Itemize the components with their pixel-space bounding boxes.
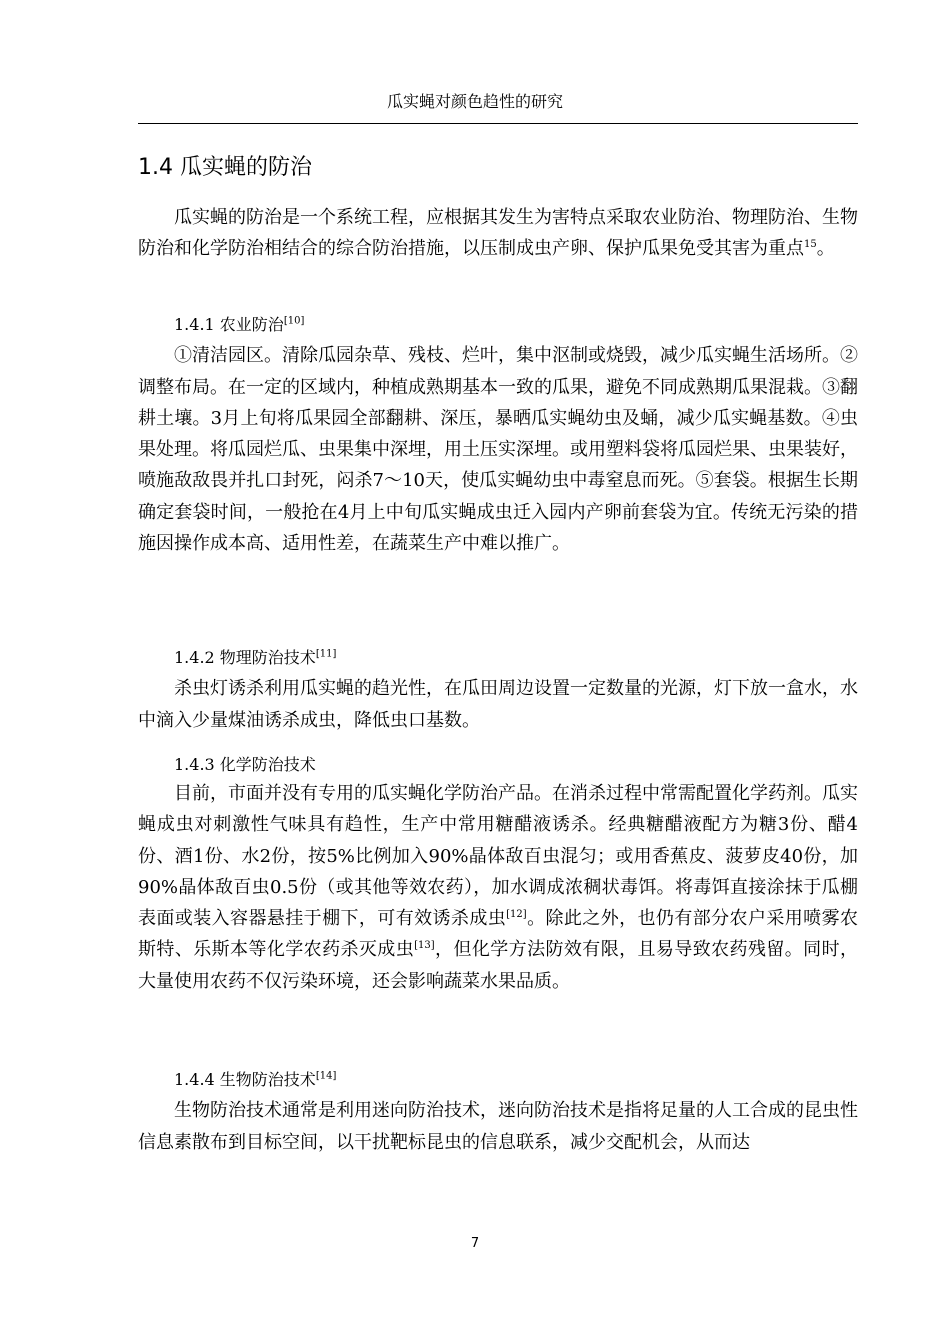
page-number: 7 bbox=[470, 1236, 480, 1251]
paragraph-142: 杀虫灯诱杀利用瓜实蝇的趋光性，在瓜田周边设置一定数量的光源，灯下放一盒水，水中滴入少量煤油诱杀成虫，降低虫口基数。 bbox=[138, 678, 858, 731]
body-s144 bbox=[138, 1064, 858, 1158]
subsection-heading-142 bbox=[138, 642, 858, 673]
subsection-heading-144 bbox=[138, 1064, 858, 1095]
subsection-heading-143: 1.4.3 化学防治技术 bbox=[174, 755, 316, 774]
citation-12: [12] bbox=[506, 909, 527, 921]
subsection-heading-141 bbox=[138, 309, 858, 340]
intro-paragraph bbox=[138, 202, 858, 265]
heading-141-text: 1.4.1 农业防治 bbox=[174, 315, 284, 334]
paragraph-143-part-a: 目前，市面并没有专用的瓜实蝇化学防治产品。在消杀过程中常需配置化学药剂。瓜实蝇成虫对刺激性气味具有趋性，生产中常用糖醋液诱杀。经典糖醋液配方为糖3份、醋4份、酒1份、水2份，按5%比例加入90%晶体敌百虫混匀；或用香蕉皮、菠萝皮40份，加90%晶体敌百虫0.5份（或其他等效农药），加水调成浓稠状毒饵。将毒饵直接涂抹于瓜棚表面或装入容器悬挂于棚下，可有效诱杀成虫 bbox=[138, 783, 858, 930]
header-divider bbox=[138, 123, 858, 124]
paragraph-141: ①清洁园区。清除瓜园杂草、残枝、烂叶，集中沤制或烧毁，减少瓜实蝇生活场所。②调整布局。在一定的区域内，种植成熟期基本一致的瓜果，避免不同成熟期瓜果混栽。③翻耕土壤。3月上旬将瓜果园全部翻耕、深压，暴晒瓜实蝇幼虫及蛹，减少瓜实蝇基数。④虫果处理。将瓜园烂瓜、虫果集中深埋，用土压实深埋。或用塑料袋将瓜园烂果、虫果装好，喷施敌敌畏并扎口封死，闷杀7～10天，使瓜实蝇幼虫中毒窒息而死。⑤套袋。根据生长期确定套袋时间，一般抢在4月上中旬瓜实蝇成虫迁入园内产卵前套袋为宜。传统无污染的措施因操作成本高、适用性差，在蔬菜生产中难以推广。 bbox=[138, 345, 858, 555]
running-header: 瓜实蝇对颜色趋性的研究 bbox=[386, 92, 563, 111]
body-s142 bbox=[138, 642, 858, 736]
intro-tail: 。 bbox=[816, 238, 835, 260]
paragraph-144: 生物防治技术通常是利用迷向防治技术，迷向防治技术是指将足量的人工合成的昆虫性信息素散布到目标空间，以干扰靶标昆虫的信息联系，减少交配机会，从而达 bbox=[138, 1100, 858, 1153]
paragraph-143-part-c: ，但化学方法防效有限，且易导致农药残留。同时，大量使用农药不仅污染环境，还会影响蔬菜水果品质。 bbox=[138, 939, 859, 992]
heading-144-citation: [14] bbox=[315, 1070, 337, 1082]
body-intro bbox=[138, 202, 858, 265]
body-s143 bbox=[138, 752, 858, 997]
body-s141 bbox=[138, 309, 858, 559]
heading-142-citation: [11] bbox=[315, 648, 337, 660]
heading-144-text: 1.4.4 生物防治技术 bbox=[174, 1070, 316, 1089]
citation-13: [13] bbox=[414, 940, 435, 952]
intro-citation: 15 bbox=[804, 239, 817, 251]
heading-142-text: 1.4.2 物理防治技术 bbox=[174, 648, 316, 667]
heading-141-citation: [10] bbox=[283, 315, 305, 327]
intro-text: 瓜实蝇的防治是一个系统工程，应根据其发生为害特点采取农业防治、物理防治、生物防治和化学防治相结合的综合防治措施，以压制成虫产卵、保护瓜果免受其害为重点 bbox=[138, 207, 858, 260]
paragraph-143 bbox=[138, 778, 858, 997]
section-title: 1.4 瓜实蝇的防治 bbox=[138, 155, 312, 180]
paragraph-143-part-b: 。除此之外，也仍有部分农户采用喷雾农斯特、乐斯本等化学农药杀灭成虫 bbox=[138, 908, 858, 961]
